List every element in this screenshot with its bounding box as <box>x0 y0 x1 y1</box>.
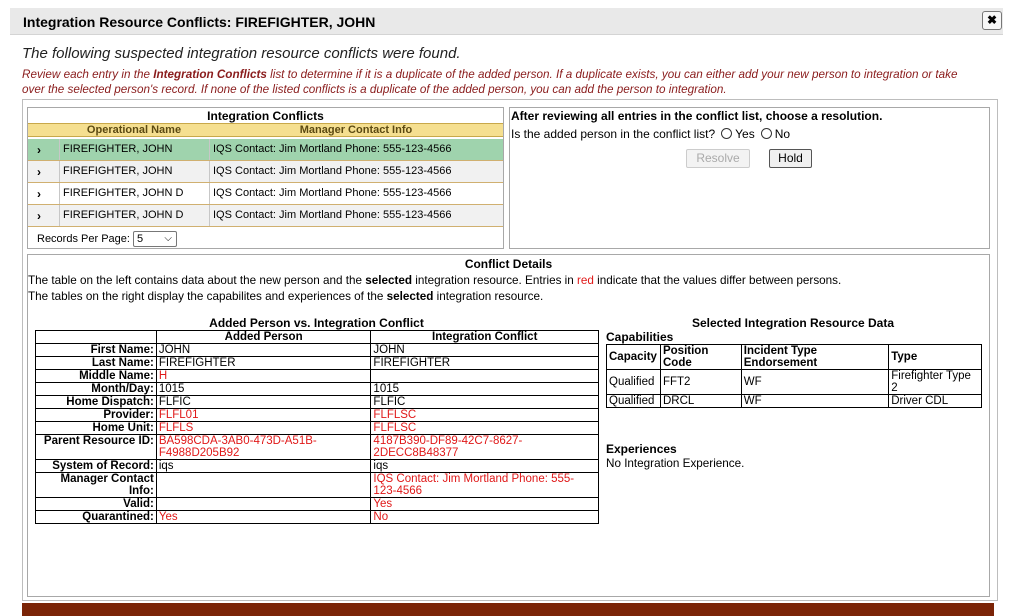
added-person-value: FLFL01 <box>156 409 371 422</box>
capability-type: Firefighter Type 2 <box>889 370 982 395</box>
dialog-titlebar <box>10 8 1003 35</box>
comparison-header-row <box>36 331 599 344</box>
col-added-person: Added Person <box>156 331 371 344</box>
comparison-row <box>36 460 599 473</box>
text-bold: selected <box>386 290 434 303</box>
resolution-title: After reviewing all entries in the conflict list, choose a resolution. <box>511 109 883 123</box>
instructions-text <box>22 67 982 97</box>
integration-conflict-value: iqs <box>371 460 599 473</box>
col-manager-contact: Manager Contact Info <box>299 124 413 136</box>
field-label: Quarantined: <box>36 511 157 524</box>
dialog-title: Integration Resource Conflicts: FIREFIGHTER, JOHN <box>23 14 376 30</box>
chevron-right-icon[interactable]: › <box>37 187 41 201</box>
conflicts-title: Integration Conflicts <box>207 109 324 123</box>
comparison-row <box>36 409 599 422</box>
close-button[interactable] <box>982 11 1002 30</box>
conflict-details-panel <box>27 254 990 597</box>
chevron-right-icon[interactable]: › <box>37 165 41 179</box>
added-person-value <box>156 498 371 511</box>
experiences-text: No Integration Experience. <box>606 457 745 470</box>
conflicts-header-row <box>28 123 503 137</box>
text-part: The tables on the right display the capabilites and experiences of the <box>28 290 387 303</box>
text-part: integration resource. <box>433 290 544 303</box>
integration-conflict-value: JOHN <box>371 344 599 357</box>
conflict-name: FIREFIGHTER, JOHN D <box>59 183 208 204</box>
capability-position: FFT2 <box>660 370 741 395</box>
conflict-name: FIREFIGHTER, JOHN <box>59 161 208 182</box>
added-person-value: iqs <box>156 460 371 473</box>
col-integration-conflict: Integration Conflict <box>371 331 599 344</box>
details-line-2 <box>28 290 543 303</box>
details-line-1 <box>28 274 841 287</box>
resolution-panel <box>509 107 990 249</box>
instructions-part: Review each entry in the <box>22 68 154 81</box>
instructions-bold: Integration Conflicts <box>153 68 267 81</box>
added-person-value: FLFIC <box>156 396 371 409</box>
conflict-row[interactable] <box>28 205 503 227</box>
added-person-value: Yes <box>156 511 371 524</box>
chevron-down-icon: ⌵ <box>164 233 172 244</box>
field-label: System of Record: <box>36 460 157 473</box>
field-label: Home Dispatch: <box>36 396 157 409</box>
field-label: Provider: <box>36 409 157 422</box>
field-label: Valid: <box>36 498 157 511</box>
capability-capacity: Qualified <box>607 395 661 408</box>
conflict-manager: IQS Contact: Jim Mortland Phone: 555-123-4566 <box>209 205 451 226</box>
comparison-row <box>36 357 599 370</box>
text-part: integration resource. Entries in <box>412 274 578 287</box>
field-label: Middle Name: <box>36 370 157 383</box>
integration-conflict-value: 1015 <box>371 383 599 396</box>
text-bold: selected <box>365 274 413 287</box>
comparison-row <box>36 498 599 511</box>
chevron-right-icon[interactable]: › <box>37 143 41 157</box>
conflict-details-title: Conflict Details <box>464 257 553 271</box>
field-label: Month/Day: <box>36 383 157 396</box>
added-person-value: H <box>156 370 371 383</box>
added-person-value: FLFLS <box>156 422 371 435</box>
footer-bar <box>22 603 994 616</box>
capability-row <box>607 370 982 395</box>
capability-row <box>607 395 982 408</box>
integration-conflict-value: 4187B390-DF89-42C7-8627-2DECC8B48377 <box>371 435 599 460</box>
integration-conflict-value: FLFLSC <box>371 422 599 435</box>
col-operational-name: Operational Name <box>86 124 182 136</box>
integration-conflict-value: FIREFIGHTER <box>371 357 599 370</box>
conflict-name: FIREFIGHTER, JOHN D <box>59 205 208 226</box>
conflict-row-selected[interactable] <box>28 139 503 161</box>
conflict-row[interactable] <box>28 161 503 183</box>
integration-conflict-value <box>371 370 599 383</box>
comparison-row <box>36 511 599 524</box>
comparison-row <box>36 473 599 498</box>
field-label: Last Name: <box>36 357 157 370</box>
compare-title: Added Person vs. Integration Conflict <box>209 316 424 330</box>
capabilities-label: Capabilities <box>606 330 674 344</box>
capability-incident: WF <box>741 395 888 408</box>
radio-no[interactable] <box>761 128 772 139</box>
resolution-question-row <box>511 127 790 141</box>
chevron-right-icon[interactable]: › <box>37 209 41 223</box>
selected-resource-title: Selected Integration Resource Data <box>691 316 895 330</box>
integration-conflict-value: FLFIC <box>371 396 599 409</box>
intro-heading: The following suspected integration resource conflicts were found. <box>22 45 461 62</box>
radio-yes[interactable] <box>721 128 732 139</box>
comparison-row <box>36 370 599 383</box>
field-label: Manager Contact Info: <box>36 473 157 498</box>
added-person-value: JOHN <box>156 344 371 357</box>
added-person-value: BA598CDA-3AB0-473D-A51B-F4988D205B92 <box>156 435 371 460</box>
field-label: Home Unit: <box>36 422 157 435</box>
hold-button[interactable]: Hold <box>769 149 812 168</box>
capabilities-table <box>606 344 982 408</box>
records-per-page-value: 5 <box>137 233 144 245</box>
records-per-page-label: Records Per Page: <box>37 232 130 245</box>
conflict-manager: IQS Contact: Jim Mortland Phone: 555-123-4566 <box>209 139 451 160</box>
conflict-manager: IQS Contact: Jim Mortland Phone: 555-123-4566 <box>209 183 451 204</box>
conflict-manager: IQS Contact: Jim Mortland Phone: 555-123-4566 <box>209 161 451 182</box>
capability-position: DRCL <box>660 395 741 408</box>
radio-yes-label: Yes <box>735 127 755 141</box>
field-label: Parent Resource ID: <box>36 435 157 460</box>
comparison-row <box>36 396 599 409</box>
field-label: First Name: <box>36 344 157 357</box>
conflict-name: FIREFIGHTER, JOHN <box>59 139 208 160</box>
records-per-page <box>37 231 177 247</box>
integration-conflict-value: IQS Contact: Jim Mortland Phone: 555-123-4566 <box>371 473 599 498</box>
capability-type: Driver CDL <box>889 395 982 408</box>
capability-capacity: Qualified <box>607 370 661 395</box>
resolve-button[interactable]: Resolve <box>686 149 750 168</box>
comparison-corner <box>36 331 157 344</box>
col-type: Type <box>889 345 982 370</box>
comparison-row <box>36 383 599 396</box>
comparison-row <box>36 422 599 435</box>
radio-no-label: No <box>774 127 791 141</box>
instructions-part: list to determine if it is a duplicate of the added person. If a duplicate exists, you can either add your new person to integration or take over the selected person's record. If none of the listed conflicts is a duplicate of the added person, you can add the person to integration. <box>22 68 958 96</box>
conflict-row[interactable] <box>28 183 503 205</box>
integration-conflicts-panel <box>27 107 504 249</box>
text-red: red <box>577 274 594 287</box>
comparison-row <box>36 344 599 357</box>
col-incident-type: Incident Type Endorsement <box>741 345 888 370</box>
resolution-question: Is the added person in the conflict list? <box>511 127 716 141</box>
integration-conflict-value: No <box>371 511 599 524</box>
comparison-table <box>35 330 599 524</box>
records-per-page-select[interactable] <box>133 231 177 247</box>
close-icon: ✖ <box>986 13 998 27</box>
capability-incident: WF <box>741 370 888 395</box>
comparison-row <box>36 435 599 460</box>
col-capacity: Capacity <box>607 345 661 370</box>
added-person-value: 1015 <box>156 383 371 396</box>
text-part: The table on the left contains data about the new person and the <box>28 274 366 287</box>
added-person-value: FIREFIGHTER <box>156 357 371 370</box>
integration-conflict-value: Yes <box>371 498 599 511</box>
capabilities-header-row <box>607 345 982 370</box>
col-position-code: Position Code <box>660 345 741 370</box>
text-part: indicate that the values differ between persons. <box>593 274 842 287</box>
experiences-label: Experiences <box>606 442 677 456</box>
added-person-value <box>156 473 371 498</box>
integration-conflict-value: FLFLSC <box>371 409 599 422</box>
